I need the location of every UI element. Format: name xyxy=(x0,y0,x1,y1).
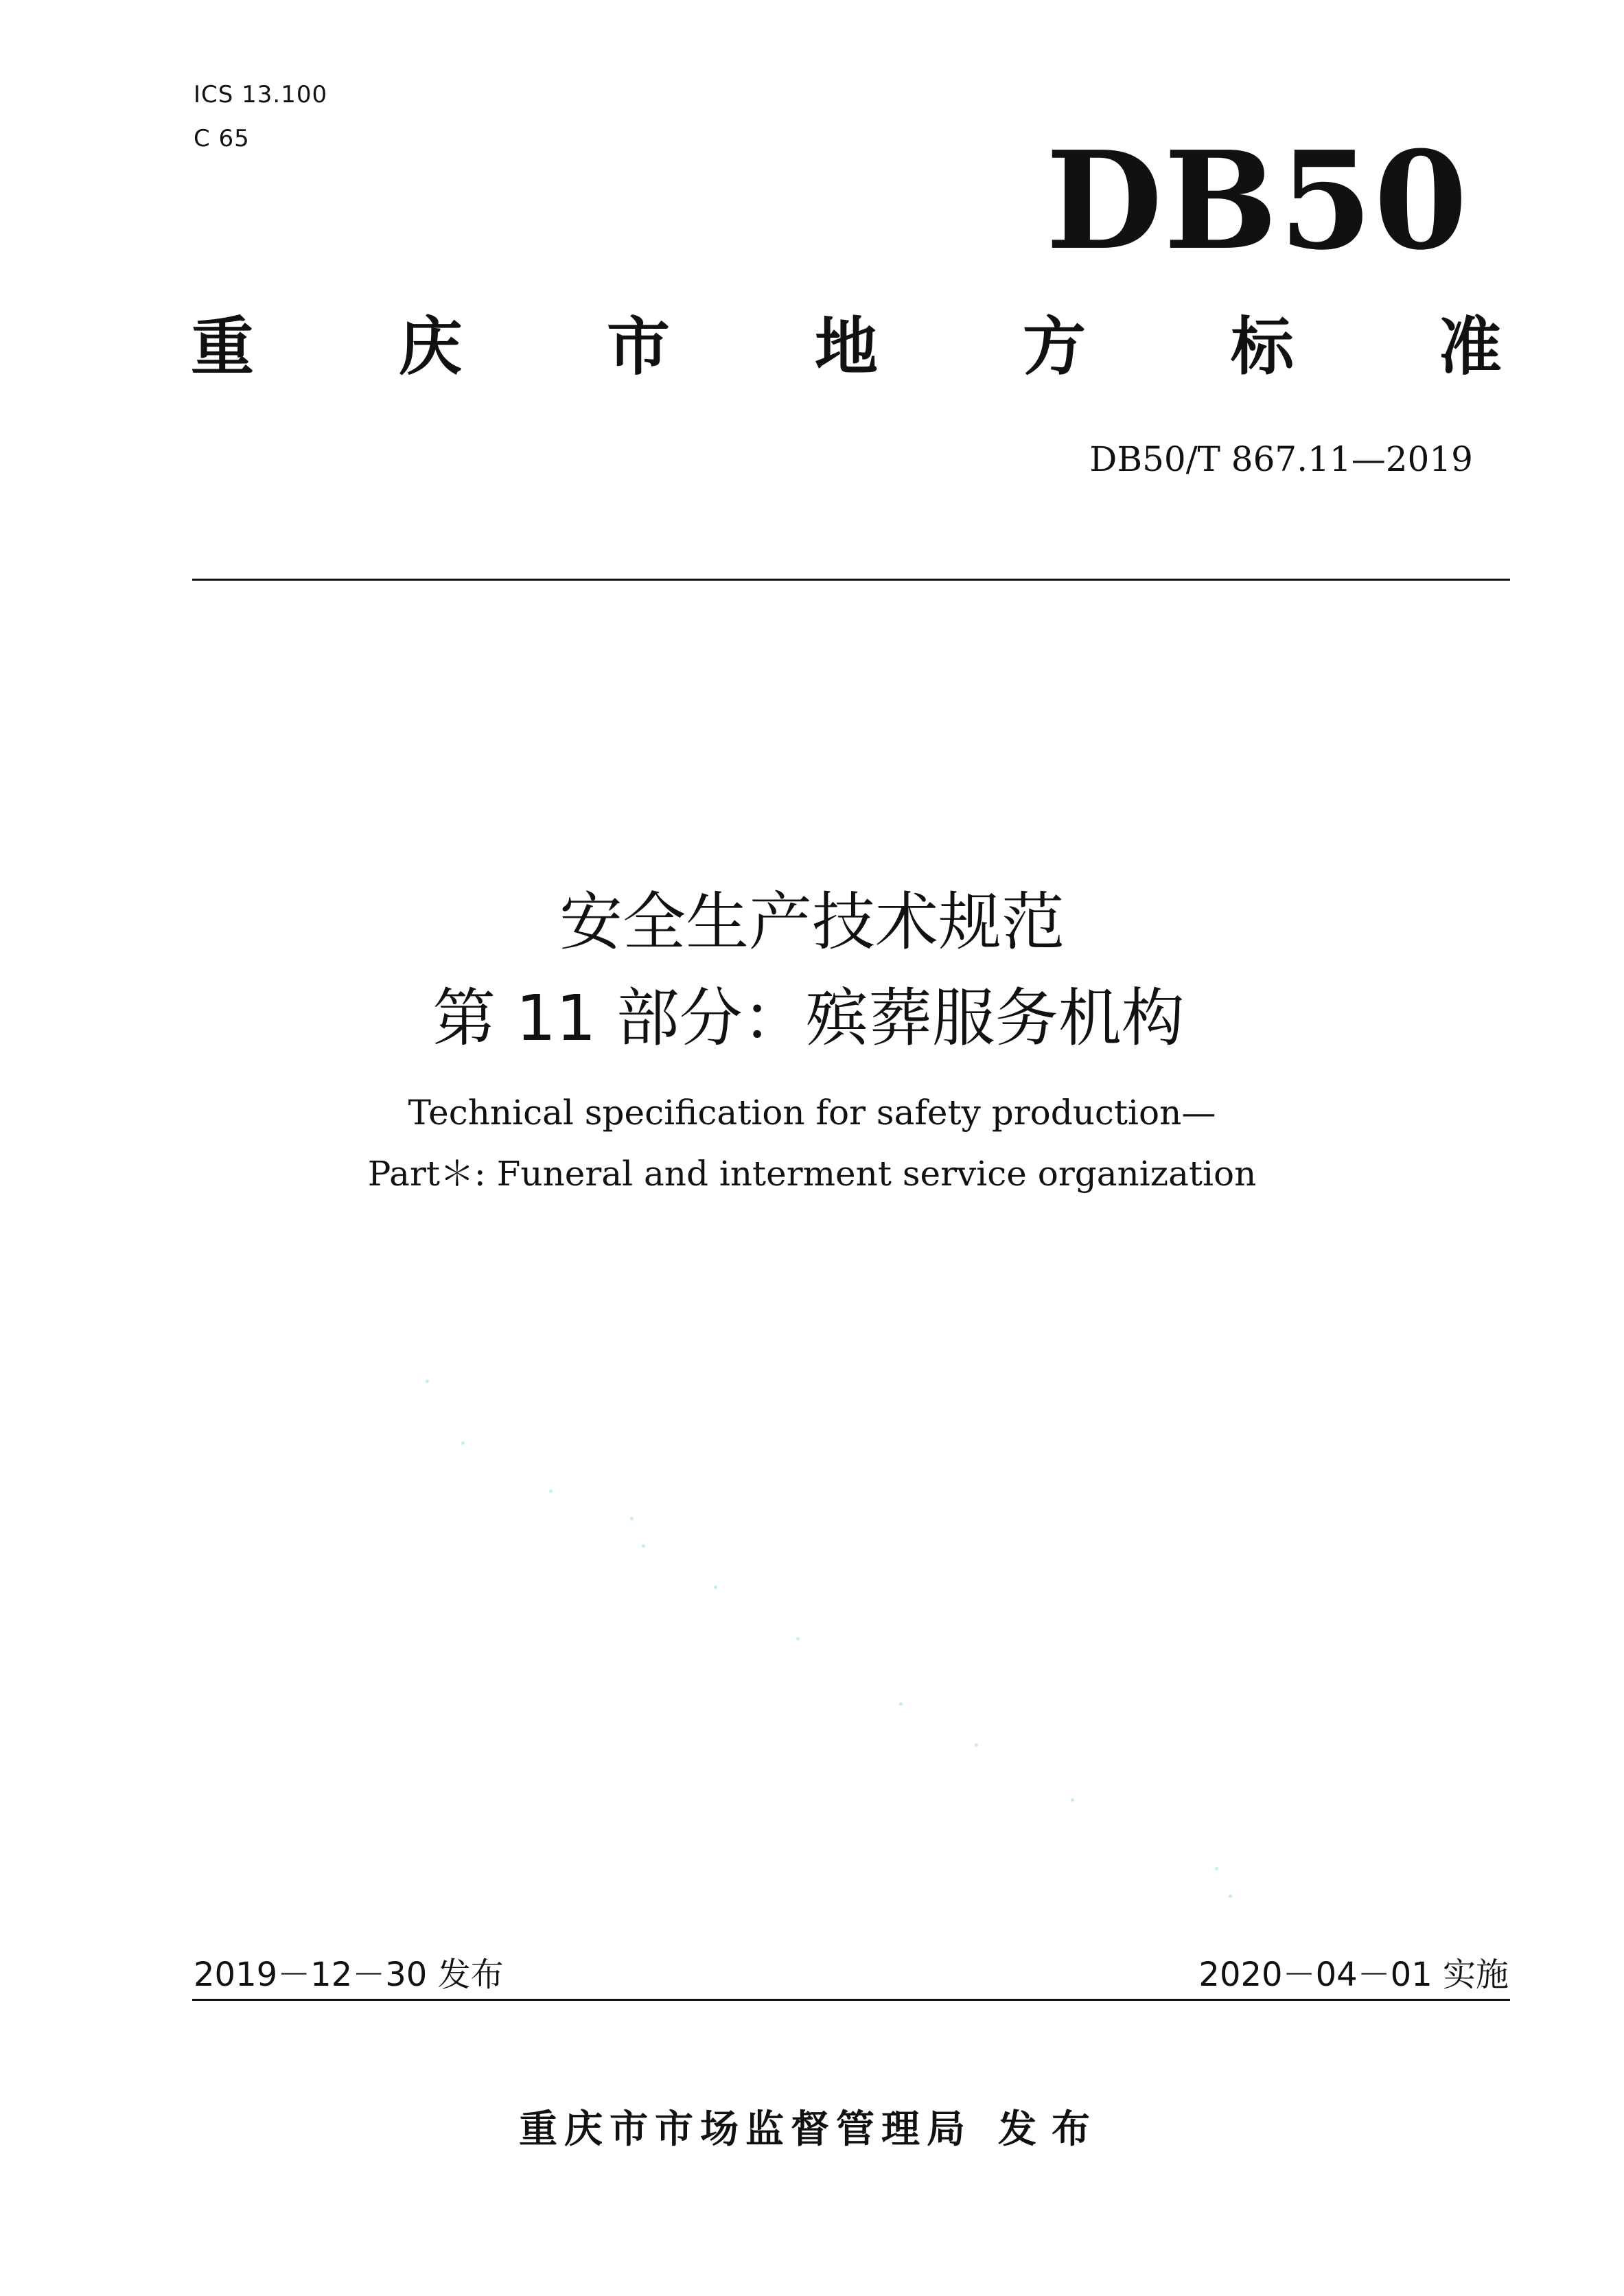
publisher-line xyxy=(0,2099,1624,2154)
scan-speck xyxy=(1229,1894,1232,1898)
scan-speck xyxy=(630,1517,634,1520)
issue-date: 2019－12－30 发布 xyxy=(194,1956,504,1994)
document-title-en-line2: Part＊: Funeral and interment service organization xyxy=(367,1154,1257,1194)
standard-type-title xyxy=(191,310,1502,384)
publisher-organization: 重庆市市场监督管理局 xyxy=(519,2107,972,2152)
scan-speck xyxy=(461,1441,465,1445)
document-title-cn-line1: 安全生产技术规范 xyxy=(559,885,1065,959)
publisher-action: 发布 xyxy=(998,2107,1105,2152)
standard-type-char: 地 xyxy=(814,310,878,384)
scan-speck xyxy=(642,1544,645,1548)
ics-code: ICS 13.100 xyxy=(194,81,328,108)
scan-speck xyxy=(1215,1867,1218,1870)
implementation-date: 2020－04－01 实施 xyxy=(1198,1956,1509,1994)
standard-type-char: 庆 xyxy=(398,310,462,384)
standard-type-char: 市 xyxy=(606,310,670,384)
standard-type-char: 准 xyxy=(1438,310,1502,384)
scan-speck xyxy=(796,1637,800,1640)
footer-divider xyxy=(192,1999,1510,2001)
scan-speck xyxy=(426,1380,429,1383)
scan-speck xyxy=(714,1586,717,1589)
header-divider xyxy=(192,579,1510,581)
scan-speck xyxy=(899,1702,903,1706)
scan-speck xyxy=(549,1489,553,1493)
standard-type-char: 方 xyxy=(1022,310,1086,384)
scan-speck xyxy=(1071,1798,1074,1802)
document-title-en-line1: Technical specification for safety production— xyxy=(408,1093,1216,1133)
standard-type-char: 标 xyxy=(1230,310,1294,384)
document-title-cn-line2: 第 11 部分：殡葬服务机构 xyxy=(432,982,1185,1055)
db50-logo: DB50 xyxy=(1045,122,1469,280)
scan-speck xyxy=(975,1743,978,1747)
ccs-code: C 65 xyxy=(194,125,250,152)
standard-code: DB50/T 867.11—2019 xyxy=(1089,439,1473,479)
standard-type-char: 重 xyxy=(191,310,255,384)
